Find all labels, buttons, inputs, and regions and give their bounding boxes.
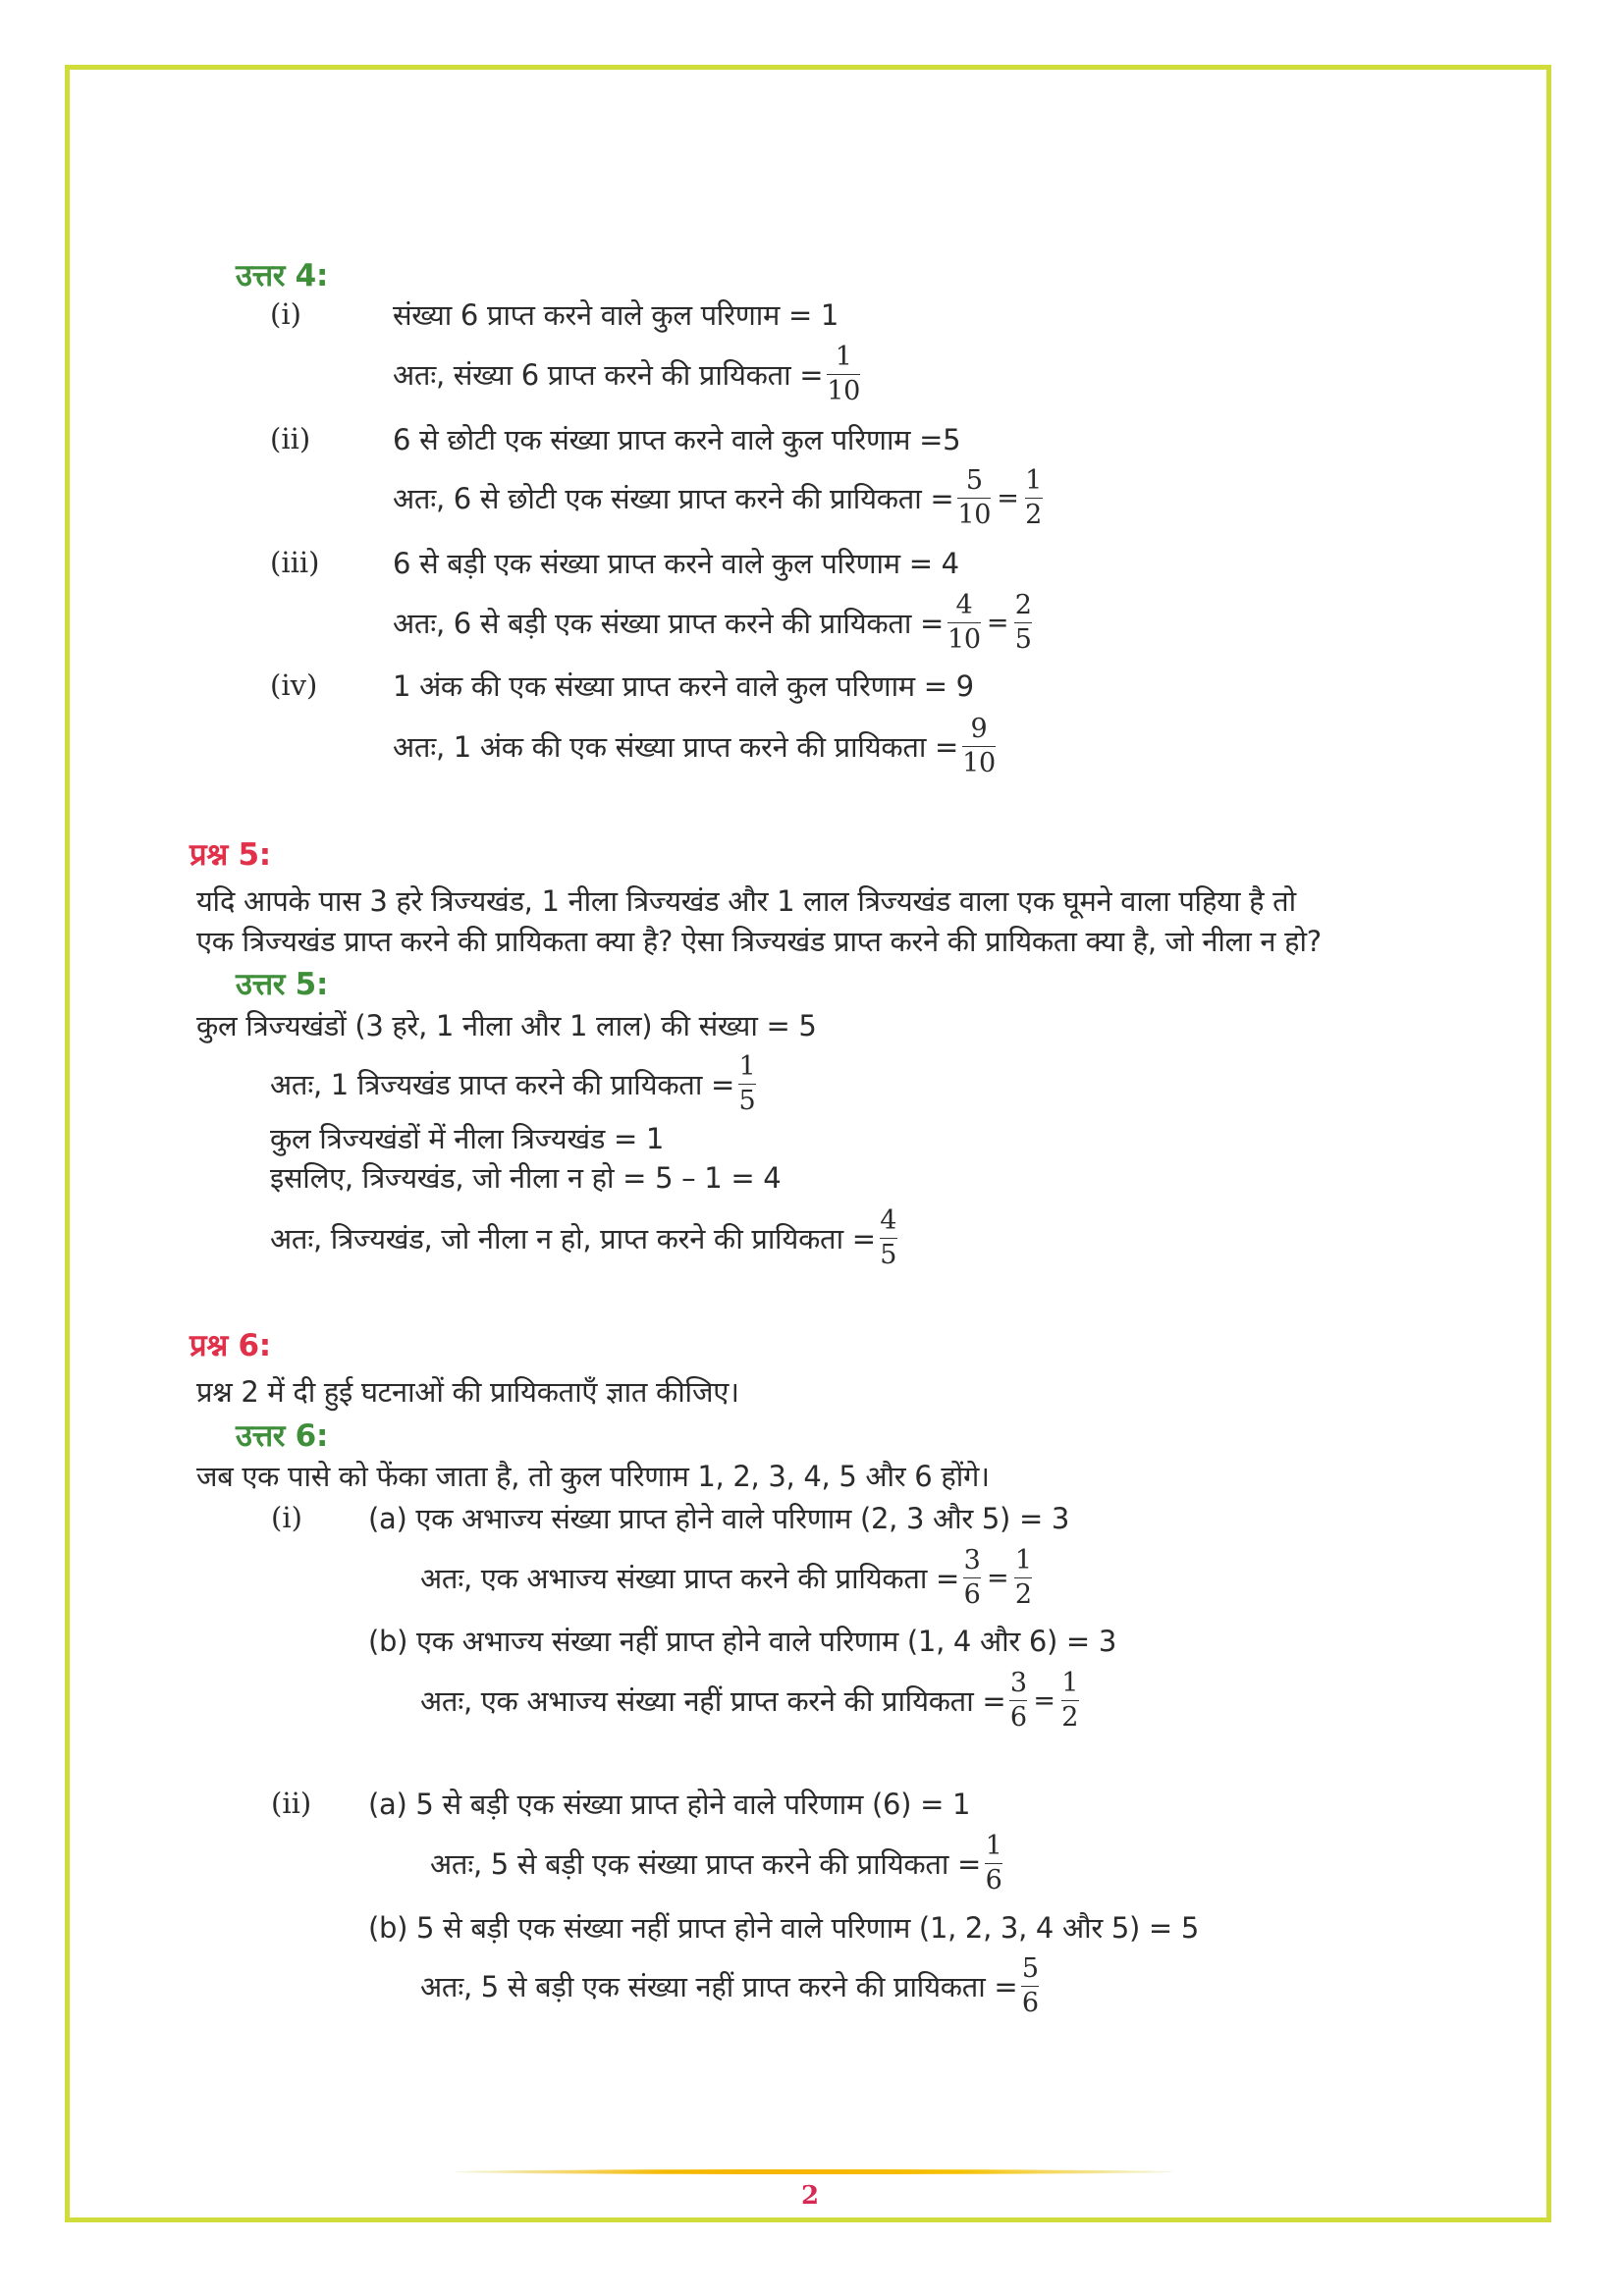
fraction: [985, 1830, 1002, 1897]
line-text: यदि आपके पास 3 हरे त्रिज्यखंड, 1 नीला त्रिज्यखंड और 1 लाल त्रिज्यखंड वाला एक घूमने वाला पहिया है तो: [196, 883, 1296, 918]
line-text: (b) 5 से बड़ी एक संख्या नहीं प्राप्त होने वाले परिणाम (1, 2, 3, 4 और 5) = 5: [368, 1910, 1199, 1945]
text-line: [393, 464, 1047, 530]
numerator: 4: [880, 1204, 897, 1236]
denominator: 10: [957, 499, 992, 530]
denominator: 6: [1021, 1987, 1039, 2018]
item-label: (i): [271, 1501, 302, 1534]
question-heading: [189, 1323, 271, 1366]
item-label: (iii): [270, 546, 320, 579]
text-line: [393, 417, 960, 460]
denominator: 6: [1009, 1701, 1027, 1733]
line-text: (a) एक अभाज्य संख्या प्राप्त होने वाले परिणाम (2, 3 और 5) = 3: [368, 1501, 1070, 1535]
text-line: [270, 1204, 901, 1270]
numerator: 1: [985, 1830, 1002, 1861]
text-line: [368, 1619, 1116, 1662]
text-line: [430, 1830, 1006, 1896]
line-text: अतः, एक अभाज्य संख्या प्राप्त करने की प्रायिकता =: [420, 1561, 960, 1595]
line-text: कुल त्रिज्यखंडों (3 हरे, 1 नीला और 1 लाल) की संख्या = 5: [196, 1008, 817, 1042]
equals-sign: =: [987, 1562, 1009, 1593]
text-line: [196, 1454, 990, 1497]
answer-heading: [236, 1414, 328, 1457]
text-line: [393, 541, 959, 584]
numerator: 5: [1021, 1952, 1039, 1984]
text-line: [393, 664, 974, 707]
item-label: (i): [270, 297, 301, 331]
fraction: [957, 464, 991, 532]
numerator: 1: [1025, 464, 1042, 496]
denominator: 10: [947, 623, 981, 655]
text-line: [368, 1496, 1069, 1539]
fraction: [1014, 589, 1032, 657]
text-line: [393, 589, 1036, 655]
numerator: 1: [1061, 1667, 1079, 1698]
line-text: अतः, 1 अंक की एक संख्या प्राप्त करने की प्रायिकता =: [393, 729, 959, 764]
line-text: (b) एक अभाज्य संख्या नहीं प्राप्त होने वाले परिणाम (1, 4 और 6) = 3: [368, 1624, 1116, 1658]
fraction: [1021, 1952, 1039, 2020]
fraction: [962, 713, 996, 780]
denominator: 6: [985, 1864, 1002, 1896]
line-text: प्रश्न 2 में दी हुई घटनाओं की प्रायिकताएँ ज्ञात कीजिए।: [196, 1374, 739, 1409]
line-text: अतः, 5 से बड़ी एक संख्या नहीं प्राप्त करने की प्रायिकता =: [420, 1969, 1018, 2003]
denominator: 10: [962, 747, 996, 778]
fraction: [947, 589, 981, 657]
numerator: 9: [970, 713, 988, 744]
line-text: कुल त्रिज्यखंडों में नीला त्रिज्यखंड = 1: [270, 1121, 665, 1155]
numerator: 5: [965, 464, 983, 496]
numerator: 2: [1014, 589, 1032, 620]
numerator: 1: [1014, 1544, 1032, 1575]
equals-sign: =: [997, 482, 1019, 513]
denominator: 6: [963, 1578, 981, 1610]
numerator: 3: [1009, 1667, 1027, 1698]
text-line: [270, 1116, 664, 1159]
text-line: [368, 1905, 1199, 1949]
text-line: [393, 293, 839, 336]
text-line: [270, 1155, 781, 1199]
fraction: [827, 341, 860, 408]
item-label: (ii): [271, 1787, 312, 1820]
fraction: [880, 1204, 897, 1272]
text-line: [420, 1952, 1043, 2018]
equals-sign: =: [986, 607, 1009, 638]
numerator: 1: [835, 341, 852, 372]
line-text: अतः, 6 से बड़ी एक संख्या प्राप्त करने की प्रायिकता =: [393, 606, 945, 640]
fraction: [1025, 464, 1043, 532]
text-line: [368, 1782, 970, 1825]
fraction: [1014, 1544, 1032, 1612]
line-text: 6 से बड़ी एक संख्या प्राप्त करने वाले कुल परिणाम = 4: [393, 546, 959, 580]
denominator: 2: [1061, 1701, 1079, 1733]
line-text: प्रश्न 6:: [189, 1328, 271, 1363]
line-text: अतः, एक अभाज्य संख्या नहीं प्राप्त करने की प्रायिकता =: [420, 1683, 1006, 1718]
denominator: 2: [1025, 499, 1042, 530]
text-line: [393, 713, 1000, 778]
page-number: 2: [800, 2181, 820, 2211]
answer-heading: [236, 253, 328, 296]
line-text: इसलिए, त्रिज्यखंड, जो नीला न हो = 5 – 1 = 4: [270, 1160, 782, 1195]
fraction: [963, 1544, 981, 1612]
fraction: [738, 1050, 756, 1118]
numerator: 4: [955, 589, 973, 620]
line-text: अतः, 1 त्रिज्यखंड प्राप्त करने की प्रायिकता =: [270, 1067, 734, 1101]
item-label: (iv): [270, 668, 318, 702]
text-line: [196, 1369, 739, 1413]
text-line: [196, 879, 1296, 922]
line-text: उत्तर 5:: [236, 967, 329, 1002]
line-text: जब एक पासे को फेंका जाता है, तो कुल परिणाम 1, 2, 3, 4, 5 और 6 होंगे।: [196, 1459, 990, 1493]
item-label: (ii): [270, 422, 311, 455]
text-line: [420, 1544, 1036, 1610]
text-line: [196, 1003, 817, 1046]
line-text: अतः, त्रिज्यखंड, जो नीला न हो, प्राप्त करने की प्रायिकता =: [270, 1221, 876, 1255]
line-text: प्रश्न 5:: [189, 837, 271, 873]
text-line: [393, 341, 864, 406]
line-text: 6 से छोटी एक संख्या प्राप्त करने वाले कुल परिणाम =5: [393, 422, 961, 456]
numerator: 3: [963, 1544, 981, 1575]
denominator: 10: [827, 375, 861, 406]
text-line: [196, 919, 1322, 962]
line-text: अतः, 5 से बड़ी एक संख्या प्राप्त करने की प्रायिकता =: [430, 1846, 982, 1881]
line-text: उत्तर 6:: [236, 1418, 329, 1454]
text-line: [270, 1050, 760, 1116]
line-text: उत्तर 4:: [236, 258, 329, 294]
footer-divider: [454, 2169, 1174, 2174]
line-text: 1 अंक की एक संख्या प्राप्त करने वाले कुल परिणाम = 9: [393, 668, 974, 703]
fraction: [1009, 1667, 1027, 1735]
answer-heading: [236, 962, 328, 1005]
line-text: अतः, 6 से छोटी एक संख्या प्राप्त करने की प्रायिकता =: [393, 481, 954, 515]
text-line: [420, 1667, 1083, 1733]
denominator: 5: [880, 1239, 897, 1270]
denominator: 5: [738, 1085, 756, 1116]
fraction: [1061, 1667, 1079, 1735]
line-text: एक त्रिज्यखंड प्राप्त करने की प्रायिकता क्या है? ऐसा त्रिज्यखंड प्राप्त करने की प्रायिकता क्या है, जो नीला न हो?: [196, 924, 1322, 958]
numerator: 1: [738, 1050, 756, 1082]
denominator: 5: [1014, 623, 1032, 655]
question-heading: [189, 832, 271, 876]
line-text: अतः, संख्या 6 प्राप्त करने की प्रायिकता =: [393, 357, 824, 392]
equals-sign: =: [1033, 1684, 1055, 1716]
denominator: 2: [1014, 1578, 1032, 1610]
line-text: (a) 5 से बड़ी एक संख्या प्राप्त होने वाले परिणाम (6) = 1: [368, 1787, 971, 1821]
line-text: संख्या 6 प्राप्त करने वाले कुल परिणाम = 1: [393, 297, 839, 332]
